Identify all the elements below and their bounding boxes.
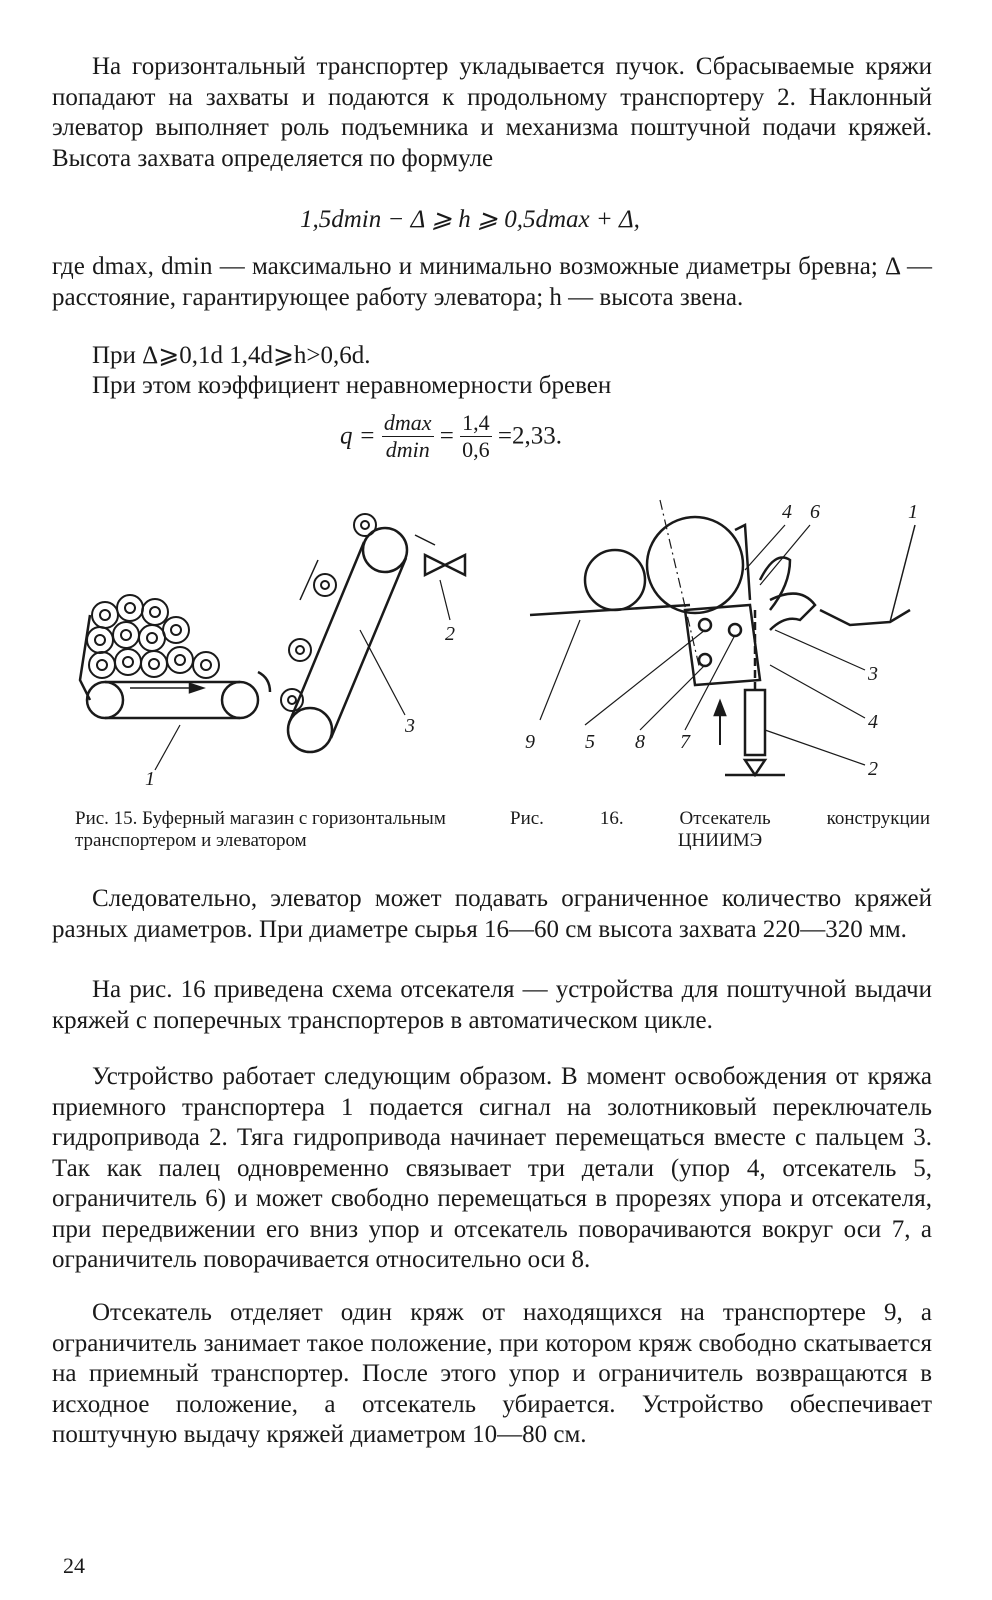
formula-lhs: q = [340,422,376,450]
fraction-d-denominator: dmin [385,437,430,462]
fig16-label-5: 5 [585,731,595,753]
paragraph-fig16-intro: На рис. 16 приведена схема отсекателя — устройства для поштучной выдачи кряжей с поперечных транспортеров в автоматическом цикле. [52,976,932,1034]
fraction-num [460,410,492,463]
formula-coefficient [340,410,562,463]
paragraph-cutter: Отсекатель отделяет один кряж от находящихся на транспортере 9, а ограничитель занимает такое положение, при котором кряж свободно скатывается на приемный транспортер. После этого упор и ограничитель возвращаются в исходное положение, а отсекатель убирается. Устройство обеспечивает поштучную выдачу кряжей диаметром 10—80 см. [52,1299,932,1448]
paragraph-consequently: Следовательно, элеватор может подавать ограниченное количество кряжей разных диаметров. При диаметре сырья 16—60 см высота захвата 220—320 мм. [52,885,932,943]
fig16-label-2: 2 [868,758,878,780]
fraction-num-numerator: 1,4 [462,410,490,435]
fig16-label-7: 7 [680,731,690,753]
fig16-label-1: 1 [908,501,918,523]
fig16-label-3: 3 [868,663,878,685]
fraction-d-numerator: dmax [383,410,432,435]
figure-15-caption: Рис. 15. Буферный магазин с горизонтальным транспортером и элеватором [75,808,446,851]
fig15-label-1: 1 [145,768,155,790]
fig16-label-4-top: 4 [782,501,792,523]
page-number: 24 [63,1553,85,1578]
fig16-label-8: 8 [635,731,645,753]
formula-grip-height: 1,5dmin − Δ ⩾ h ⩾ 0,5dmax + Δ, [300,206,640,233]
formula-result: =2,33. [497,422,562,450]
fraction-d [382,410,434,463]
formula-equals: = [439,422,454,450]
fraction-num-denominator: 0,6 [462,437,490,462]
paragraph-condition: При Δ⩾0,1d 1,4d⩾h>0,6d. [92,342,371,369]
figure-16-caption-line2: ЦНИИМЭ [677,830,763,851]
fig15-label-2: 2 [445,623,455,645]
figure-15-diagram [60,500,480,800]
figure-16-caption-line1: Рис. 16. Отсекатель конструкции [510,808,930,829]
fig16-label-4-right: 4 [868,711,878,733]
paragraph-operation: Устройство работает следующим образом. В момент освобождения от кряжа приемного транспортера 1 подается сигнал на золотниковый переключатель гидропривода 2. Тяга гидропривода начинает перемещаться вместе с пальцем 3. Так как палец одновременно связывает три детали (упор 4, отсекатель 5, ограничитель 6) и может свободно перемещаться в прорезях упора и отсекателя, при передвижении его вниз упор и отсекатель поворачиваются вокруг оси 7, а ограничитель поворачивается относительно оси 8. [52,1063,932,1273]
fig16-label-9: 9 [525,731,535,753]
paragraph-coefficient: При этом коэффициент неравномерности бревен [92,372,612,399]
paragraph-definitions: где dmax, dmin — максимально и минимально возможные диаметры бревна; Δ — расстояние, гарантирующее работу элеватора; h — высота звена. [52,253,932,311]
fig16-label-6: 6 [810,501,820,523]
fig15-label-3: 3 [405,715,415,737]
figure-16-diagram [520,490,940,800]
paragraph-intro: На горизонтальный транспортер укладывается пучок. Сбрасываемые кряжи попадают на захваты и подаются к продольному транспортеру 2. Наклонный элеватор выполняет роль подъемника и механизма поштучной подачи кряжей. Высота захвата определяется по формуле [52,53,932,172]
